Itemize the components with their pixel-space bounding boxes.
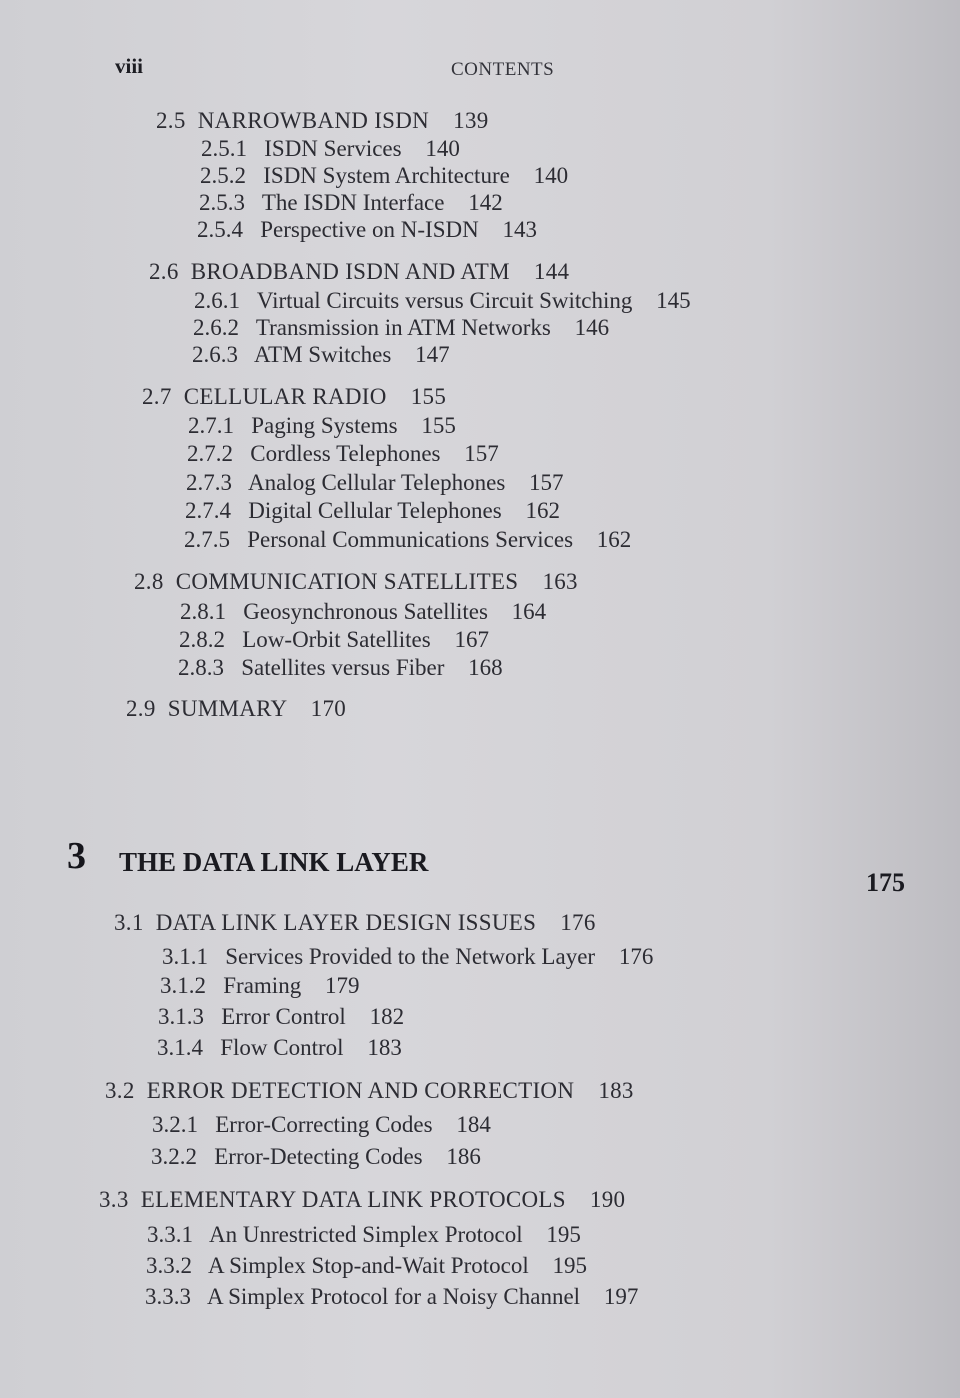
toc-entry-page: 145 — [656, 288, 691, 313]
toc-entry-number: 3.1.3 — [158, 1004, 204, 1029]
toc-entry-title: Services Provided to the Network Layer — [225, 944, 596, 969]
toc-entry-title: NARROWBAND ISDN — [197, 108, 430, 133]
toc-entry — [145, 1284, 638, 1310]
running-head: CONTENTS — [451, 59, 555, 80]
toc-entry-title: Low-Orbit Satellites — [242, 627, 431, 652]
toc-entry-number: 3.1 — [114, 910, 144, 935]
toc-entry-page: 195 — [552, 1253, 587, 1278]
toc-entry — [199, 190, 503, 216]
toc-entry — [200, 163, 568, 189]
toc-entry-title: CELLULAR RADIO — [183, 384, 387, 409]
toc-entry — [180, 599, 546, 625]
toc-entry — [160, 973, 359, 999]
toc-entry-number: 2.5 — [156, 108, 186, 133]
toc-entry — [162, 944, 653, 970]
toc-entry-page: 176 — [560, 910, 596, 935]
toc-entry-number: 2.6.1 — [194, 288, 240, 313]
toc-entry-title: Analog Cellular Telephones — [247, 470, 506, 495]
toc-entry-page: 184 — [456, 1112, 491, 1137]
toc-entry-number: 3.1.4 — [157, 1035, 203, 1060]
toc-entry-page: 142 — [468, 190, 503, 215]
toc-entry-page: 146 — [574, 315, 610, 340]
toc-entry-title: SUMMARY — [167, 696, 287, 721]
toc-entry-number: 3.3 — [99, 1187, 129, 1212]
toc-entry-number: 2.7.4 — [185, 498, 231, 523]
toc-entry — [185, 498, 560, 524]
toc-entry-number: 2.7.1 — [188, 413, 234, 438]
toc-entry — [184, 527, 631, 553]
toc-entry — [105, 1078, 634, 1104]
toc-entry-page: 183 — [367, 1035, 402, 1060]
toc-entry-page: 162 — [596, 527, 632, 552]
chapter-title: THE DATA LINK LAYER — [119, 847, 429, 877]
toc-entry-title: COMMUNICATION SATELLITES — [175, 569, 519, 594]
toc-entry-number: 2.9 — [126, 696, 156, 721]
toc-entry-number: 3.3.1 — [147, 1222, 193, 1247]
toc-entry — [114, 910, 596, 936]
toc-entry-page: 168 — [468, 655, 503, 680]
toc-entry-page: 139 — [453, 108, 489, 133]
toc-entry-page: 167 — [454, 627, 489, 652]
toc-entry — [186, 470, 564, 496]
toc-entry-page: 186 — [446, 1144, 481, 1169]
toc-entry — [197, 217, 537, 243]
toc-entry-title: BROADBAND ISDN AND ATM — [190, 259, 510, 284]
toc-entry — [142, 384, 446, 410]
toc-entry-page: 176 — [618, 944, 654, 969]
toc-entry — [156, 108, 489, 134]
toc-entry-number: 2.7.3 — [186, 470, 232, 495]
toc-entry — [187, 441, 499, 467]
toc-entry-title: Paging Systems — [251, 413, 398, 438]
toc-entry-title: Flow Control — [220, 1035, 344, 1060]
toc-entry-page: 143 — [502, 217, 537, 242]
toc-entry-number: 3.1.1 — [162, 944, 208, 969]
toc-entry — [192, 342, 450, 368]
toc-entry-page: 147 — [415, 342, 450, 367]
toc-entry-page: 157 — [529, 470, 564, 495]
toc-entry-number: 3.2.2 — [151, 1144, 197, 1169]
toc-entry-title: Cordless Telephones — [250, 441, 441, 466]
toc-entry — [194, 288, 691, 314]
toc-entry-title: A Simplex Protocol for a Noisy Channel — [206, 1284, 581, 1309]
toc-entry-page: 155 — [421, 413, 456, 438]
toc-entry-number: 3.2.1 — [152, 1112, 198, 1137]
toc-entry — [99, 1187, 625, 1213]
toc-entry-page: 183 — [598, 1078, 634, 1103]
toc-entry — [188, 413, 456, 439]
toc-entry-page: 197 — [603, 1284, 639, 1309]
toc-entry-number: 2.6.3 — [192, 342, 238, 367]
toc-entry-page: 144 — [533, 259, 570, 284]
toc-entry — [147, 1222, 581, 1248]
toc-entry-title: Virtual Circuits versus Circuit Switching — [256, 288, 633, 313]
toc-entry-number: 2.6 — [149, 259, 179, 284]
toc-entry-title: Perspective on N-ISDN — [260, 217, 479, 242]
toc-entry-title: Transmission in ATM Networks — [255, 315, 551, 340]
toc-entry-number: 2.5.4 — [197, 217, 243, 242]
toc-entry-number: 2.6.2 — [193, 315, 239, 340]
toc-entry — [179, 627, 489, 653]
toc-entry-page: 157 — [464, 441, 499, 466]
toc-entry-title: ISDN Services — [264, 136, 402, 161]
toc-entry-title: An Unrestricted Simplex Protocol — [208, 1222, 523, 1247]
toc-entry — [201, 136, 460, 162]
toc-entry-number: 3.3.2 — [146, 1253, 192, 1278]
toc-entry-title: Geosynchronous Satellites — [243, 599, 488, 624]
toc-entry-number: 3.1.2 — [160, 973, 206, 998]
toc-entry-number: 2.5.3 — [199, 190, 245, 215]
toc-entry-number: 2.5.1 — [201, 136, 247, 161]
toc-entry-number: 2.8.2 — [179, 627, 225, 652]
toc-entry-page: 155 — [410, 384, 447, 409]
toc-entry-number: 2.7.5 — [184, 527, 230, 552]
toc-entry-title: Digital Cellular Telephones — [248, 498, 502, 523]
toc-entry — [151, 1144, 481, 1170]
toc-entry-page: 140 — [425, 136, 460, 161]
toc-entry-page: 170 — [310, 696, 347, 721]
toc-entry — [134, 569, 578, 595]
toc-entry-page: 164 — [511, 599, 547, 624]
toc-entry-title: Framing — [223, 973, 302, 998]
chapter-page: 175 — [866, 868, 905, 897]
toc-entry-page: 140 — [533, 163, 569, 188]
toc-entry-title: Error-Detecting Codes — [214, 1144, 423, 1169]
toc-entry-number: 3.2 — [105, 1078, 135, 1103]
toc-entry-number: 3.3.3 — [145, 1284, 191, 1309]
toc-entry — [126, 696, 346, 722]
toc-entry-number: 2.5.2 — [200, 163, 246, 188]
toc-entry-number: 2.7.2 — [187, 441, 233, 466]
toc-entry-title: The ISDN Interface — [261, 190, 445, 215]
toc-entry-title: ISDN System Architecture — [263, 163, 510, 188]
toc-entry-number: 2.8 — [134, 569, 164, 594]
toc-entry-title: A Simplex Stop-and-Wait Protocol — [207, 1253, 529, 1278]
toc-entry-title: DATA LINK LAYER DESIGN ISSUES — [155, 910, 537, 935]
toc-entry — [146, 1253, 587, 1279]
toc-entry-number: 2.7 — [142, 384, 172, 409]
toc-entry-page: 179 — [324, 973, 360, 998]
toc-entry-title: Personal Communications Services — [247, 527, 574, 552]
toc-entry-page: 163 — [542, 569, 578, 594]
toc-entry-title: ELEMENTARY DATA LINK PROTOCOLS — [140, 1187, 566, 1212]
toc-entry — [193, 315, 609, 341]
chapter-number: 3 — [67, 835, 86, 877]
toc-entry-page: 195 — [546, 1222, 581, 1247]
toc-entry-title: ERROR DETECTION AND CORRECTION — [146, 1078, 575, 1103]
toc-entry — [178, 655, 503, 681]
toc-entry-title: Error-Correcting Codes — [215, 1112, 433, 1137]
toc-entry-number: 2.8.1 — [180, 599, 226, 624]
toc-entry-title: Error Control — [221, 1004, 346, 1029]
toc-entry-page: 162 — [525, 498, 560, 523]
toc-entry — [149, 259, 569, 285]
toc-entry-page: 182 — [369, 1004, 405, 1029]
page-number: viii — [115, 54, 144, 78]
toc-entry-number: 2.8.3 — [178, 655, 224, 680]
toc-entry-title: ATM Switches — [253, 342, 392, 367]
toc-entry-page: 190 — [589, 1187, 626, 1212]
toc-entry — [158, 1004, 404, 1030]
toc-entry — [152, 1112, 491, 1138]
toc-entry — [157, 1035, 402, 1061]
toc-entry-title: Satellites versus Fiber — [241, 655, 445, 680]
